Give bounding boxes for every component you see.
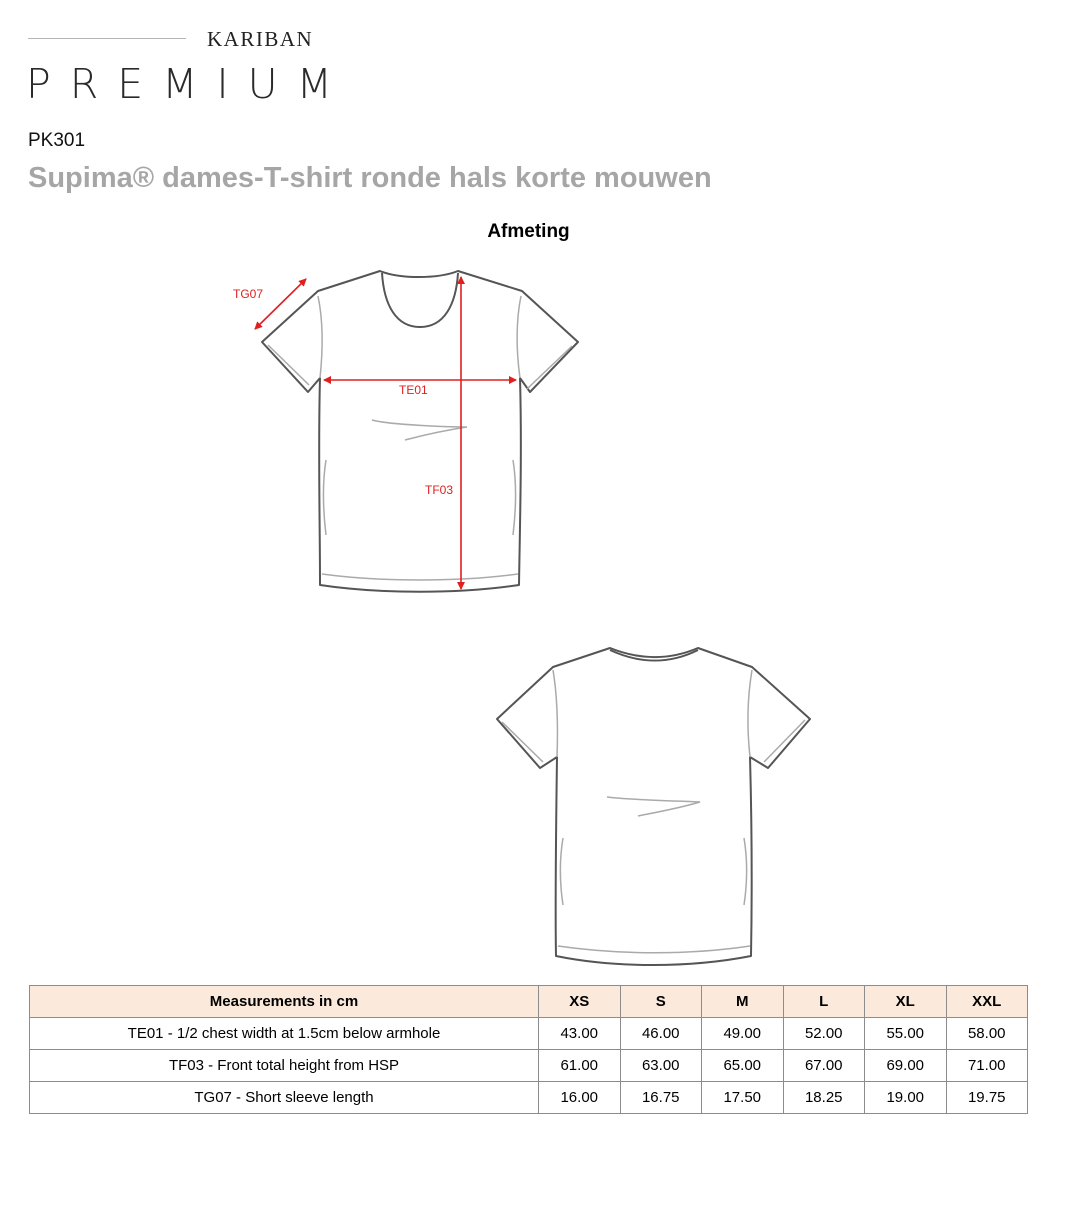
front-shirt-outline: [262, 271, 578, 592]
table-cell: 18.25: [783, 1082, 865, 1114]
size-header: M: [702, 986, 784, 1018]
label-tg07: TG07: [233, 287, 264, 301]
row-label: TG07 - Short sleeve length: [30, 1082, 539, 1114]
table-cell: 19.75: [946, 1082, 1028, 1114]
table-cell: 43.00: [539, 1018, 621, 1050]
size-header: XS: [539, 986, 621, 1018]
table-row: [30, 1050, 1028, 1082]
row-label: TE01 - 1/2 chest width at 1.5cm below armhole: [30, 1018, 539, 1050]
table-cell: 58.00: [946, 1018, 1028, 1050]
table-cell: 67.00: [783, 1050, 865, 1082]
table-cell: 71.00: [946, 1050, 1028, 1082]
table-row: [30, 1082, 1028, 1114]
table-cell: 16.75: [620, 1082, 702, 1114]
label-tf03: TF03: [425, 483, 454, 497]
table-cell: 46.00: [620, 1018, 702, 1050]
table-cell: 55.00: [865, 1018, 947, 1050]
table-cell: 17.50: [702, 1082, 784, 1114]
brand-divider-line: [28, 38, 186, 39]
table-header-row: [30, 986, 1028, 1018]
table-row: [30, 1018, 1028, 1050]
size-header: S: [620, 986, 702, 1018]
row-label: TF03 - Front total height from HSP: [30, 1050, 539, 1082]
table-cell: 63.00: [620, 1050, 702, 1082]
back-shirt-outline: [497, 648, 810, 965]
size-header: XXL: [946, 986, 1028, 1018]
table-cell: 19.00: [865, 1082, 947, 1114]
brand-kariban: KARIBAN: [207, 27, 314, 51]
table-cell: 49.00: [702, 1018, 784, 1050]
product-reference: PK301: [28, 130, 86, 151]
front-tshirt-diagram: [225, 262, 590, 607]
back-tshirt-diagram: [490, 640, 820, 972]
front-neckline: [382, 273, 458, 327]
table-cell: 69.00: [865, 1050, 947, 1082]
brand-premium: PREMIUM: [26, 60, 351, 108]
table-cell: 16.00: [539, 1082, 621, 1114]
table-cell: 61.00: [539, 1050, 621, 1082]
size-header: L: [783, 986, 865, 1018]
label-te01: TE01: [399, 383, 428, 397]
size-header: XL: [865, 986, 947, 1018]
table-cell: 65.00: [702, 1050, 784, 1082]
size-table: [29, 985, 1028, 1114]
table-cell: 52.00: [783, 1018, 865, 1050]
table-header-label: Measurements in cm: [30, 986, 539, 1018]
section-title: Afmeting: [487, 221, 570, 242]
product-title: Supima® dames-T-shirt ronde hals korte mouwen: [28, 162, 712, 194]
